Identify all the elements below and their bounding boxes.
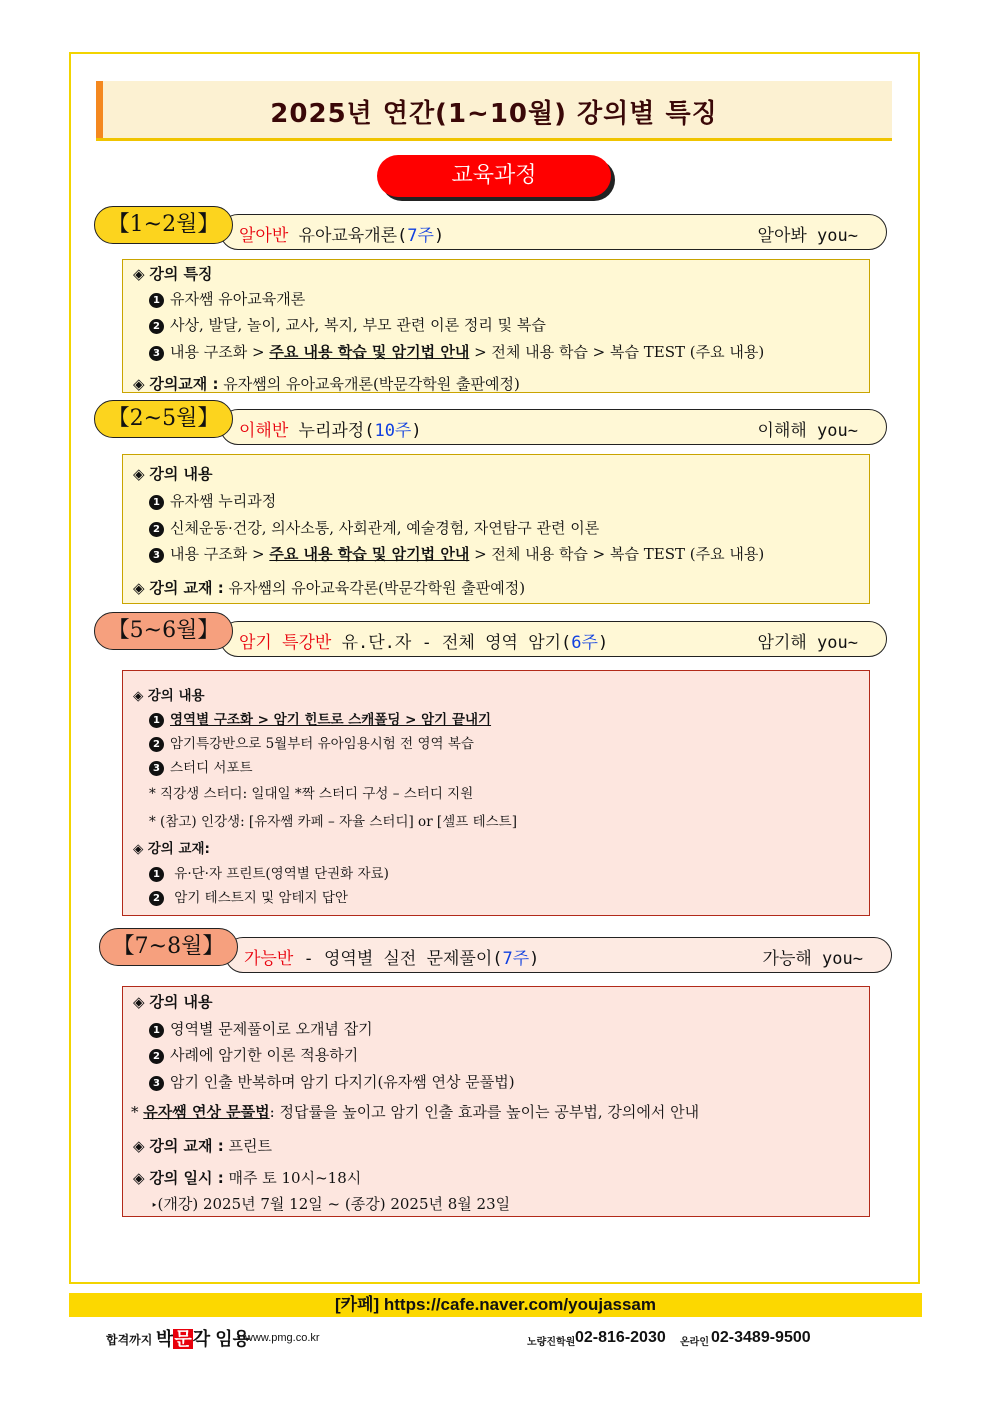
month-badge-2: 【2~5월】 <box>94 400 233 438</box>
section-box-1 <box>122 259 870 393</box>
list-item: 1 영역별 문제풀이로 오개념 잡기 <box>149 1018 373 1039</box>
section-header-4 <box>225 937 892 973</box>
list-item: 3 내용 구조화 > 주요 내용 학습 및 암기법 안내 > 전체 내용 학습 > 복습 TEST (주요 내용) <box>149 341 764 362</box>
list-item: 3 스터디 서포트 <box>149 756 253 776</box>
section-box-4 <box>122 986 870 1217</box>
list-item: 3 암기 인출 반복하며 암기 다지기(유자쌤 연상 문풀법) <box>149 1071 515 1092</box>
month-badge-4: 【7~8월】 <box>99 928 238 966</box>
list-item: 1 유·단·자 프린트(영역별 단권화 자료) <box>149 862 389 882</box>
course-name: 알아반 <box>239 226 289 246</box>
list-item: ◈ 강의교재 : 유자쌤의 유아교육개론(박문각학원 출판예정) <box>133 375 520 393</box>
list-item: ◈ 강의 교재 : 유자쌤의 유아교육각론(박문각학원 출판예정) <box>133 579 526 597</box>
list-item: 2 신체운동·건강, 의사소통, 사회관계, 예술경험, 자연탐구 관련 이론 <box>149 517 599 538</box>
course-weeks: 6주 <box>571 633 598 653</box>
month-badge-3: 【5~6월】 <box>94 612 233 650</box>
section-title <box>239 221 444 246</box>
footer-slogan: 합격까지 <box>106 1333 153 1347</box>
list-item: 2 사상, 발달, 놀이, 교사, 복지, 부모 관련 이론 정리 및 복습 <box>149 314 546 335</box>
page-title: 2025년 연간(1~10월) 강의별 특징 <box>270 99 718 129</box>
course-tagline: 알아봐 you~ <box>757 226 858 246</box>
list-item: ‣(개강) 2025년 7월 12일 ~ (종강) 2025년 8월 23일 <box>151 1195 511 1213</box>
cafe-link[interactable]: [카페] https://cafe.naver.com/youjassam <box>69 1293 922 1317</box>
list-item: ◈ 강의 내용 <box>133 993 213 1011</box>
section-title <box>239 416 422 441</box>
course-tagline: 암기해 you~ <box>757 633 858 653</box>
list-item: 3 내용 구조화 > 주요 내용 학습 및 암기법 안내 > 전체 내용 학습 > 복습 TEST (주요 내용) <box>149 543 764 564</box>
section-header-3 <box>220 621 887 657</box>
course-tagline: 가능해 you~ <box>762 949 863 969</box>
course-tagline: 이해해 you~ <box>757 421 858 441</box>
course-desc: - 영역별 실전 문제풀이( <box>293 949 503 969</box>
list-item: * 유자쌤 연상 문풀법: 정답률을 높이고 암기 인출 효과를 높이는 공부법, 강의에서 안내 <box>131 1103 700 1121</box>
course-weeks: 10주 <box>374 421 412 441</box>
list-item: * (참고) 인강생: [유자쌤 카페 – 자율 스터디] or [셀프 테스트] <box>149 814 517 830</box>
list-item: 1 유자쌤 누리과정 <box>149 490 276 511</box>
list-item: * 직강생 스터디: 일대일 *짝 스터디 구성 – 스터디 지원 <box>149 786 474 802</box>
section-title <box>239 628 608 653</box>
list-item: ◈ 강의 내용 <box>133 465 213 483</box>
list-item: 1 영역별 구조화 > 암기 힌트로 스캐폴딩 > 암기 끝내기 <box>149 708 491 728</box>
title-banner <box>96 81 892 141</box>
list-item: 2 암기 테스트지 및 암테지 답안 <box>149 886 348 906</box>
course-desc-end: ) <box>411 421 422 441</box>
section-box-2 <box>122 454 870 604</box>
branch-phone: 02-816-2030 <box>575 1329 666 1346</box>
website[interactable]: www.pmg.co.kr <box>245 1332 320 1344</box>
online-phone: 02-3489-9500 <box>711 1329 811 1346</box>
course-desc-end: ) <box>597 633 609 653</box>
course-desc: 유아교육개론( <box>288 226 408 246</box>
curriculum-pill: 교육과정 <box>377 155 611 197</box>
brand-logo: 박문각 임용 <box>156 1329 250 1349</box>
course-name: 가능반 <box>244 949 294 969</box>
list-item: ◈ 강의 특징 <box>133 265 213 283</box>
list-item: ◈ 강의 교재: <box>133 841 210 857</box>
online-label: 온라인 <box>680 1337 709 1348</box>
course-name: 이해반 <box>239 421 289 441</box>
course-name: 암기 특강반 <box>239 633 332 653</box>
course-desc-end: ) <box>529 949 540 969</box>
list-item: 2 사례에 암기한 이론 적용하기 <box>149 1044 358 1065</box>
list-item: ◈ 강의 일시 : 매주 토 10시~18시 <box>133 1169 362 1187</box>
list-item: 2 암기특강반으로 5월부터 유아임용시험 전 영역 복습 <box>149 732 474 752</box>
course-weeks: 7주 <box>407 226 434 246</box>
branch-label: 노량진학원 <box>527 1337 576 1348</box>
list-item: ◈ 강의 교재 : 프린트 <box>133 1137 272 1155</box>
course-weeks: 7주 <box>502 949 530 969</box>
course-desc: 누리과정( <box>288 421 375 441</box>
list-item: 1 유자쌤 유아교육개론 <box>149 288 305 309</box>
month-badge-1: 【1~2월】 <box>94 206 233 244</box>
course-desc-end: ) <box>433 226 445 246</box>
list-item: ◈ 강의 내용 <box>133 688 205 704</box>
section-title <box>244 944 539 969</box>
section-header-2 <box>220 409 887 445</box>
section-box-3 <box>122 670 870 916</box>
section-header-1 <box>220 214 887 250</box>
course-desc: 유.단.자 - 전체 영역 암기( <box>331 633 572 653</box>
